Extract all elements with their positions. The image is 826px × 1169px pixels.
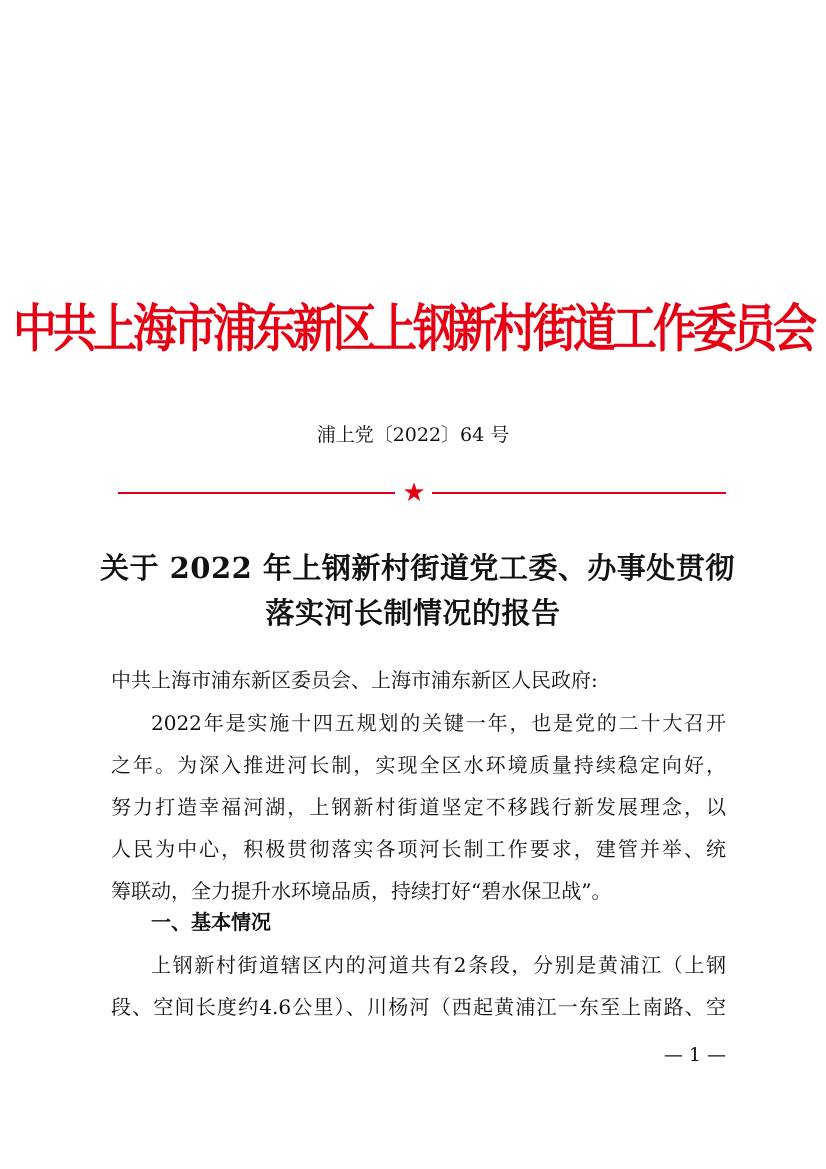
addressee: 中共上海市浦东新区委员会、上海市浦东新区人民政府: xyxy=(111,668,598,692)
document-title-line-2: 落实河长制情况的报告 xyxy=(265,596,561,630)
page-number: — 1 — xyxy=(663,1044,726,1066)
paragraph-1-line-2: 之年。为深入推进河长制，实现全区水环境质量持续稳定向好， xyxy=(111,753,726,777)
paragraph-2-line-2: 段、空间长度约4.6公里）、川杨河（西起黄浦江一东至上南路、空 xyxy=(111,995,726,1019)
document-number: 浦上党〔2022〕64 号 xyxy=(316,424,510,446)
star-icon: ★ xyxy=(402,478,426,508)
paragraph-2-line-1: 上钢新村街道辖区内的河道共有2条段，分别是黄浦江（上钢 xyxy=(151,953,726,977)
separator-line-right xyxy=(432,492,726,494)
separator-line-left xyxy=(118,492,395,494)
paragraph-1-line-3: 努力打造幸福河湖，上钢新村街道坚定不移践行新发展理念，以 xyxy=(111,795,726,819)
section-heading-basic-situation: 一、基本情况 xyxy=(151,910,271,934)
document-title-line-1: 关于 2022 年上钢新村街道党工委、办事处贯彻 xyxy=(100,551,735,585)
paragraph-1-line-4: 人民为中心，积极贯彻落实各项河长制工作要求，建管并举、统 xyxy=(111,837,726,861)
masthead-title: 中共上海市浦东新区上钢新村街道工作委员会 xyxy=(13,299,813,360)
paragraph-1-line-1: 2022年是实施十四五规划的关键一年，也是党的二十大召开 xyxy=(151,711,726,735)
paragraph-1-line-5: 筹联动，全力提升水环境品质，持续打好“碧水保卫战”。 xyxy=(111,879,612,903)
